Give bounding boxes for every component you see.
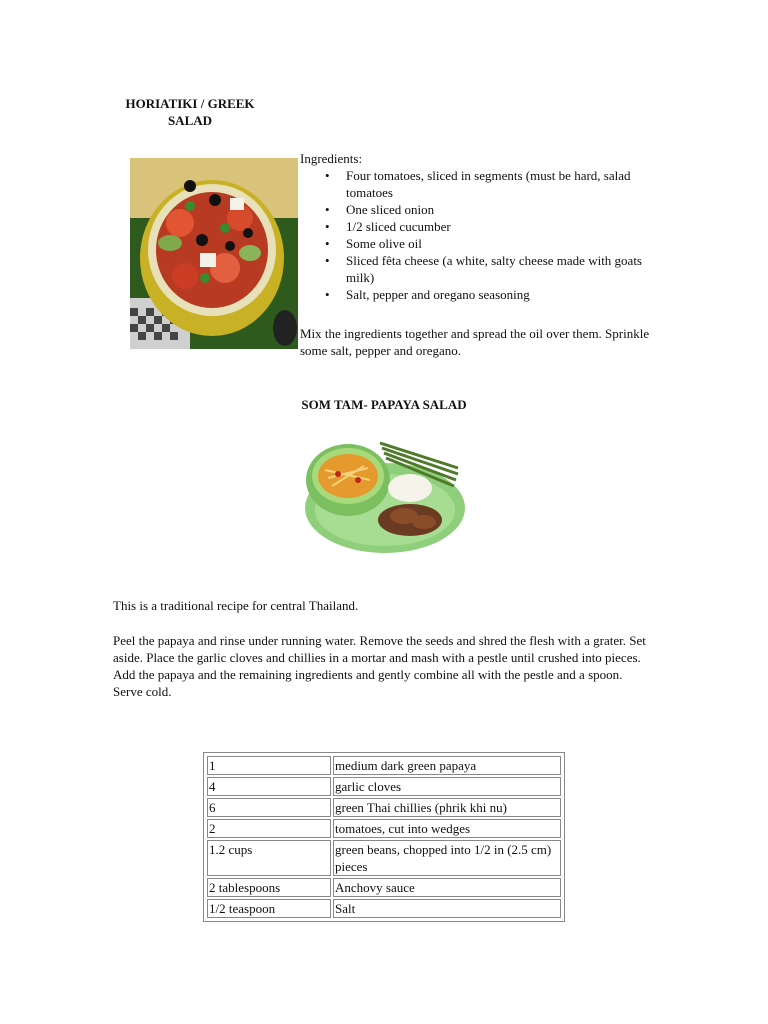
greek-method: Mix the ingredients together and spread the oil over them. Sprinkle some salt, pepper and oregano. — [300, 326, 650, 358]
list-item: • Sliced fêta cheese (a white, salty cheese made with goats milk) — [346, 252, 660, 286]
table-row — [207, 899, 561, 918]
ingredients-list — [300, 167, 660, 303]
table-row — [207, 878, 561, 897]
list-item: • Salt, pepper and oregano seasoning — [346, 286, 660, 303]
item-cell: Salt — [333, 899, 561, 918]
greek-salad-title-line1: HORIATIKI / GREEK — [125, 96, 255, 111]
qty-cell: 6 — [207, 798, 331, 817]
greek-salad-title-line2: SALAD — [167, 113, 213, 128]
item-cell: tomatoes, cut into wedges — [333, 819, 561, 838]
papaya-ingredients-table — [203, 752, 565, 922]
qty-cell: 1/2 teaspoon — [207, 899, 331, 918]
table-row — [207, 777, 561, 796]
table-row — [207, 756, 561, 775]
list-item: • Four tomatoes, sliced in segments (must be hard, salad tomatoes — [346, 167, 660, 201]
papaya-salad-title: SOM TAM- PAPAYA SALAD — [301, 397, 467, 412]
ingredients-heading: Ingredients: — [300, 151, 363, 166]
list-item: • One sliced onion — [346, 201, 660, 218]
qty-cell: 1 — [207, 756, 331, 775]
list-item: • 1/2 sliced cucumber — [346, 218, 660, 235]
table-row — [207, 798, 561, 817]
qty-cell: 4 — [207, 777, 331, 796]
list-item: • Some olive oil — [346, 235, 660, 252]
table-row — [207, 840, 561, 876]
item-cell: green Thai chillies (phrik khi nu) — [333, 798, 561, 817]
greek-salad-photo — [130, 158, 298, 349]
table-row — [207, 819, 561, 838]
item-cell: green beans, chopped into 1/2 in (2.5 cm) pieces — [333, 840, 561, 876]
greek-salad-title — [120, 95, 260, 129]
qty-cell: 2 tablespoons — [207, 878, 331, 897]
item-cell: garlic cloves — [333, 777, 561, 796]
item-cell: medium dark green papaya — [333, 756, 561, 775]
qty-cell: 1.2 cups — [207, 840, 331, 876]
item-cell: Anchovy sauce — [333, 878, 561, 897]
papaya-intro: This is a traditional recipe for central Thailand. — [113, 598, 359, 613]
papaya-method: Peel the papaya and rinse under running water. Remove the seeds and shred the flesh with a grater. Set aside. Place the garlic cloves and chillies in a mortar and mash with a pestle until crushed into pieces. Add the papaya and the remaining ingredients and gently combine all with the pestle and a spoon. Serve cold. — [113, 633, 646, 699]
papaya-salad-photo — [300, 428, 466, 558]
qty-cell: 2 — [207, 819, 331, 838]
greek-ingredients — [300, 150, 660, 303]
